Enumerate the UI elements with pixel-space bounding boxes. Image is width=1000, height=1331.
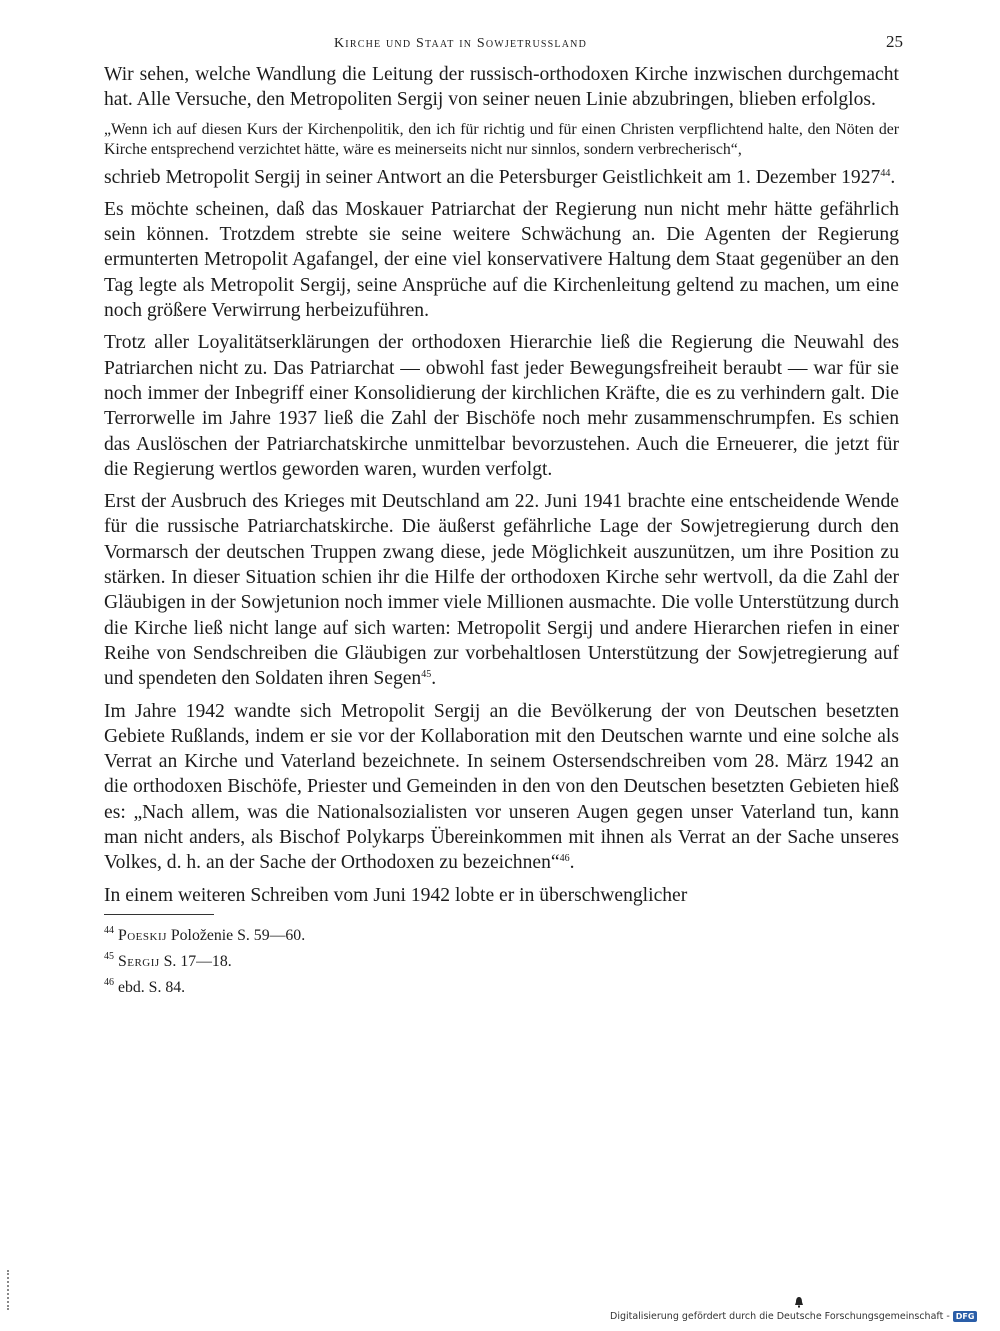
footnote-ref-44[interactable]: 44 (880, 167, 891, 179)
page-number: 25 (886, 32, 903, 51)
credit-text: Digitalisierung gefördert durch die Deutsche Forschungsgemeinschaft - (610, 1311, 950, 1322)
paragraph-7: In einem weiteren Schreiben vom Juni 1942 lobte er in überschwenglicher (104, 884, 688, 906)
footnote-44 (104, 924, 899, 948)
paragraph-5-text: Erst der Ausbruch des Krieges mit Deutschland am 22. Juni 1941 brachte eine entscheidende Wende für die russische Patriarchatskirche. Die äußerst gefährliche Lage der Sowjetregierung durch den Vormarsch der deutschen Truppen zwang diese, jede Möglichkeit auszunützen, um ihre Position zu stärken. In dieser Situation schien ihr die Hilfe der orthodoxen Kirche sehr wertvoll, da die Zahl der Gläubigen in der Sowjetunion noch immer viele Millionen ausmachte. Die volle Unterstützung durch die Kirche ließ nicht lange auf sich warten: Metropolit Sergij und andere Hierarchen riefen in einer Reihe von Sendschreiben die Gläubigen zur vorbehaltlosen Unterstützung der Sowjetregierung auf und spendeten den Soldaten ihren Segen (104, 491, 899, 690)
footnote-text: ebd. S. 84. (114, 978, 186, 996)
footnote-number: 46 (104, 976, 114, 988)
paragraph-1: Wir sehen, welche Wandlung die Leitung der russisch-orthodoxen Kirche inzwischen durchgemacht hat. Alle Versuche, den Metropoliten Sergij von seiner neuen Linie abzubringen, blieben erfolglos. (104, 64, 899, 111)
block-quote: „Wenn ich auf diesen Kurs der Kirchenpolitik, den ich für richtig und für einen Christen verpflichtend halte, den Nöten der Kirche entsprechend verzichtet hätte, wäre es meinerseits nicht nur sinnlos, sondern verbrecherisch“, (104, 120, 899, 158)
paragraph-2-text: schrieb Metropolit Sergij in seiner Antwort an die Petersburger Geistlichkeit am 1. Dezember 1927 (104, 166, 881, 188)
running-title: Kirche und Staat in Sowjetrussland (334, 36, 588, 51)
footnote-46 (104, 976, 899, 1000)
footnote-author: Poeskij (117, 926, 167, 944)
paragraph-3: Es möchte scheinen, daß das Moskauer Patriarchat der Regierung nun nicht mehr hätte gefährlich sein können. Trotzdem strebte sie seine weitere Schwächung an. Die Agenten der Regierung ermunterten Metropolit Agafangel, der eine viel konservativere Haltung dem Staat gegenüber an den Tag legte als Metropolit Sergij, seine Ansprüche auf die Kirchenleitung geltend zu machen, um eine noch größere Verwirrung herbeizuführen. (104, 198, 899, 322)
paragraph-2-end: . (890, 166, 896, 188)
footnote-divider (104, 914, 214, 915)
paragraph-5 (104, 489, 899, 691)
paragraph-4: Trotz aller Loyalitätserklärungen der orthodoxen Hierarchie ließ die Regierung die Neuwahl des Patriarchen nicht zu. Das Patriarchat — obwohl fast jeder Bewegungsfreiheit beraubt — war für sie noch immer der Inbegriff einer Konsolidierung der kirchlichen Kräfte, die es zu verhindern galt. Die Terrorwelle im Jahre 1937 ließ die Zahl der Bischöfe noch mehr zusammenschrumpfen. Es schien das Auslöschen der Patriarchatskirche unmittelbar bevorzustehen. Auch die Erneuerer, die jetzt für die Regierung wertlos geworden waren, wurden verfolgt. (104, 332, 899, 480)
footnote-number: 45 (104, 950, 114, 962)
bell-icon (794, 1296, 804, 1308)
digitization-credit (610, 1311, 977, 1322)
running-head (104, 30, 903, 62)
book-page (104, 30, 903, 1002)
footnote-text: Položenie S. 59—60. (166, 926, 306, 944)
footnote-number: 44 (104, 924, 114, 936)
footnote-ref-45[interactable]: 45 (421, 669, 432, 681)
footnote-45 (104, 950, 899, 974)
footnote-text: S. 17—18. (159, 952, 232, 970)
footnote-ref-46[interactable]: 46 (559, 853, 570, 865)
paragraph-6-end: . (569, 852, 575, 874)
paragraph-6 (104, 699, 899, 876)
paragraph-5-end: . (431, 668, 437, 690)
scan-edge-mark (7, 1270, 12, 1310)
footnote-author: Sergij (117, 952, 160, 970)
dfg-logo[interactable]: DFG (953, 1311, 978, 1322)
paragraph-6-text: Im Jahre 1942 wandte sich Metropolit Sergij an die Bevölkerung der von Deutschen besetzten Gebiete Rußlands, indem er sie vor der Kollaboration mit den Deutschen warnte und eine solche als Verrat an Kirche und Vaterland bezeichnete. In seinem Ostersendschreiben vom 28. März 1942 an die orthodoxen Bischöfe, Priester und Gemeinden in den von den Deutschen besetzten Gebieten hieß es: „Nach allem, was die Nationalsozialisten vor unseren Augen gegen unser Vaterland tun, kann man nicht anders, als Bischof Polykarps Übereinkommen mit ihnen als Verrat an der Sache unseres Volkes, d. h. an der Sache der Orthodoxen zu bezeichnen“ (104, 700, 899, 874)
paragraph-2 (104, 165, 899, 190)
